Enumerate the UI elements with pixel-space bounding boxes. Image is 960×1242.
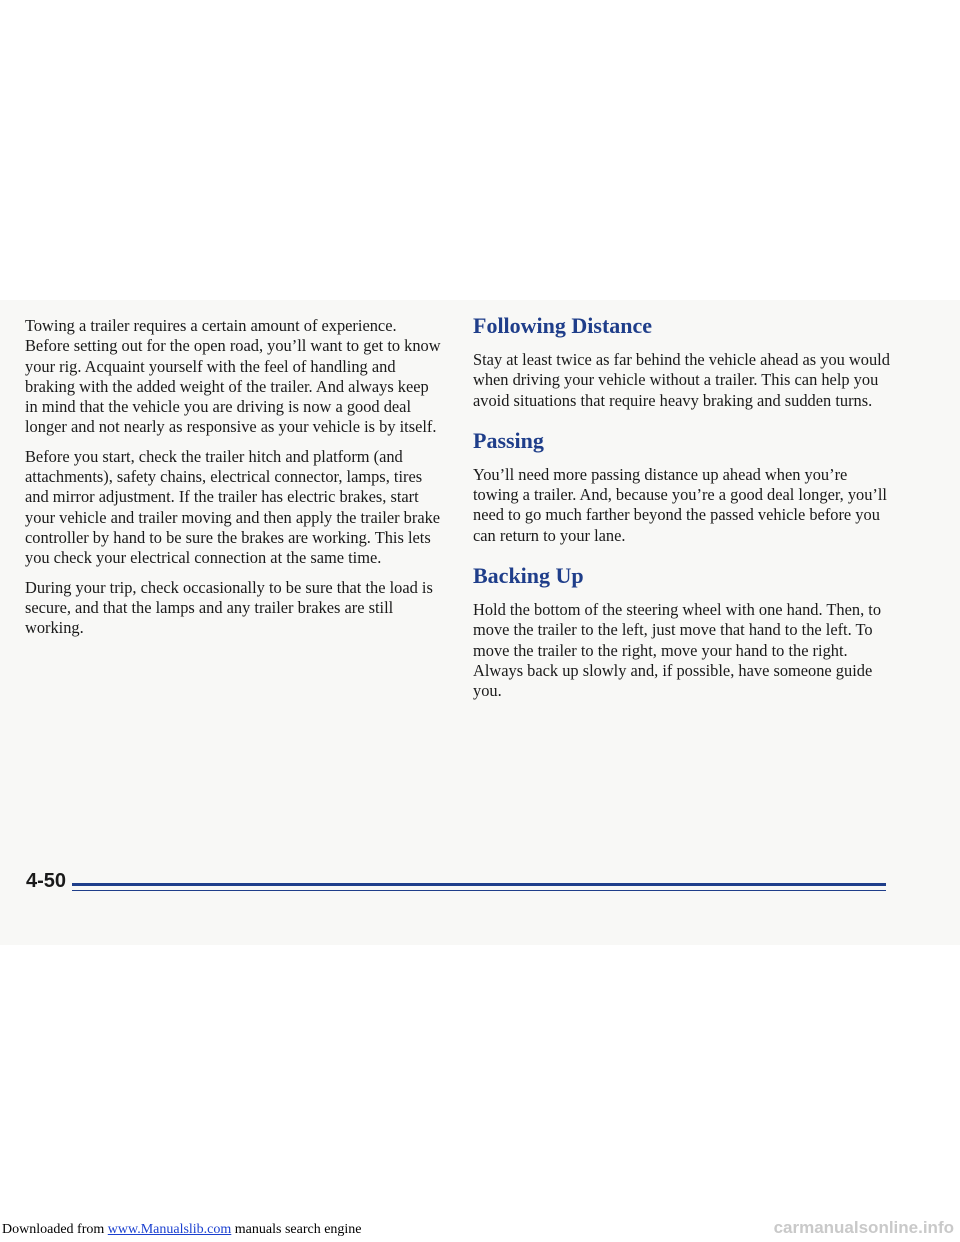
footer-rule-thin xyxy=(72,890,886,891)
right-column xyxy=(473,312,893,711)
heading-backing-up: Backing Up xyxy=(473,563,584,589)
download-footer xyxy=(0,1218,960,1242)
paragraph-backing-up: Hold the bottom of the steering wheel with one hand. Then, to move the trailer to the left, just move that hand to the left. To move the trailer to the right, move your hand to the right. Always back up slowly and, if possible, have someone guide you. xyxy=(473,600,882,701)
paragraph-before-you-start: Before you start, check the trailer hitch and platform (and attachments), safety chains, electrical connector, lamps, tires and mirror adjustment. If the trailer has electric brakes, start your vehicle and trailer moving and then apply the trailer brake controller by hand to be sure the brakes are working. This lets you check your electrical connection at the same time. xyxy=(25,446,441,568)
paragraph-passing: You’ll need more passing distance up ahead when you’re towing a trailer. And, because you’re a good deal longer, you’ll need to go much farther beyond the passed vehicle before you can return to your lane. xyxy=(473,464,887,545)
watermark-text: carmanualsonline.info xyxy=(773,1218,954,1237)
left-column xyxy=(25,316,445,647)
footer-prefix: Downloaded from xyxy=(2,1222,108,1237)
heading-following-distance: Following Distance xyxy=(473,313,653,338)
footer-rule-thick xyxy=(72,883,886,886)
paragraph-following-distance: Stay at least twice as far behind the vehicle ahead as you would when driving your vehicle without a trailer. This can help you avoid situations that require heavy braking and sudden turns. xyxy=(473,350,890,410)
footer-suffix: manuals search engine xyxy=(231,1222,362,1237)
manualslib-link[interactable]: www.Manualslib.com xyxy=(107,1222,232,1237)
paragraph-towing-experience: Towing a trailer requires a certain amount of experience. Before setting out for the open road, you’ll want to get to know your rig. Acquaint yourself with the feel of handling and braking with the added weight of the trailer. And always keep in mind that the vehicle you are driving is now a good deal longer and not nearly as responsive as your vehicle is by itself. xyxy=(25,316,441,437)
paragraph-during-trip: During your trip, check occasionally to be sure that the load is secure, and that the lamps and any trailer brakes are still working. xyxy=(25,577,433,638)
heading-passing: Passing xyxy=(473,427,544,453)
page-number: 4-50 xyxy=(26,870,67,892)
footer-credit xyxy=(2,1222,362,1238)
